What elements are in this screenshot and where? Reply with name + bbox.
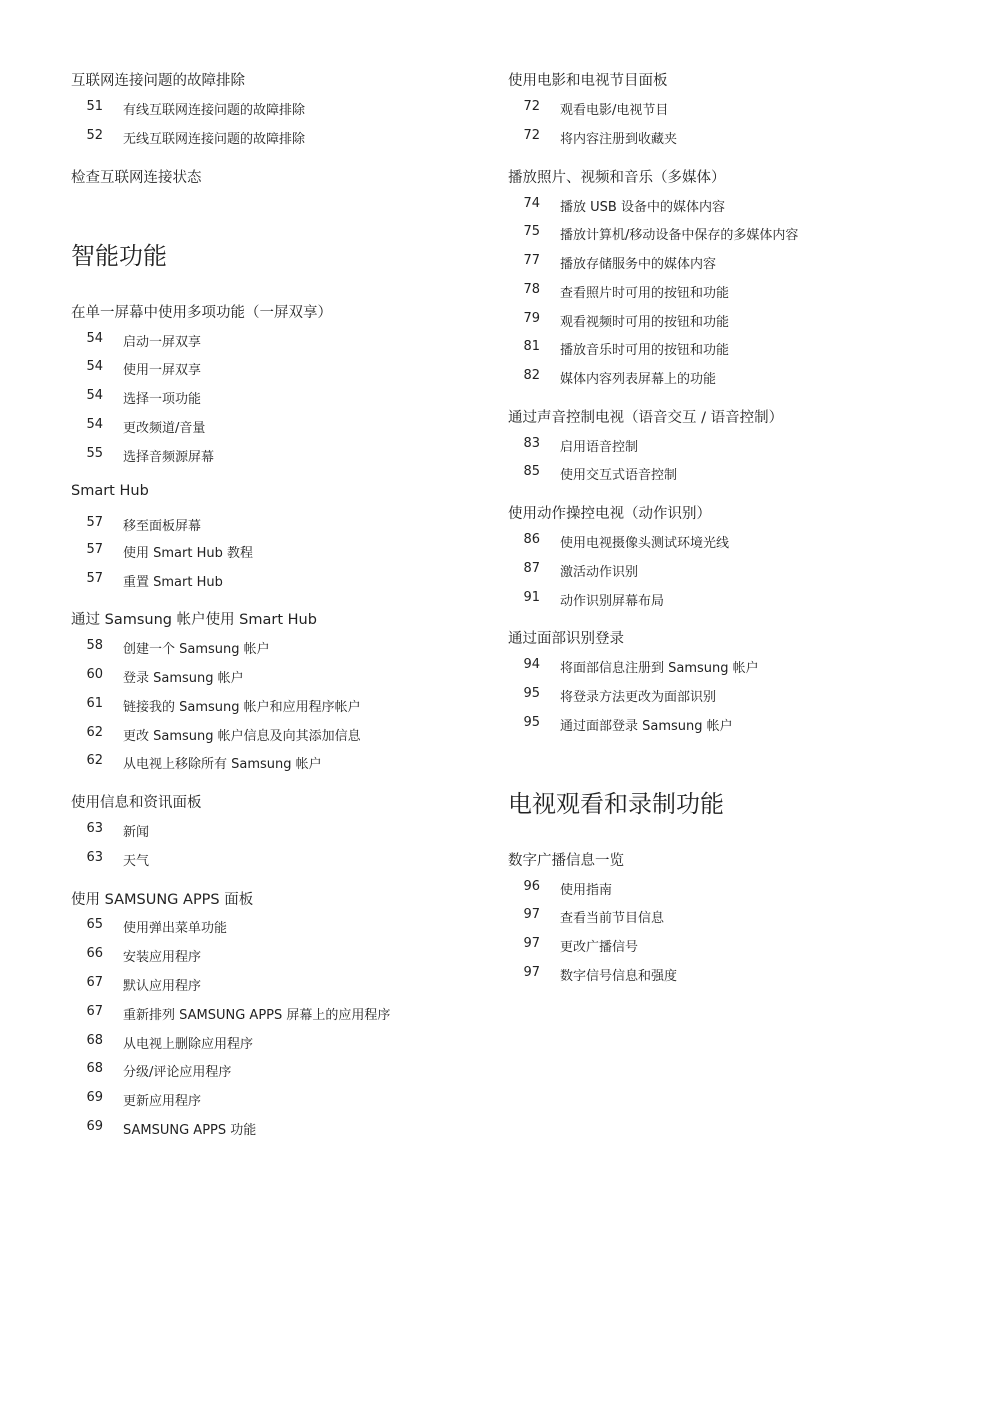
toc-entry[interactable]: 使用弹出菜单功能 [123, 921, 228, 936]
toc-page-number: 91 [523, 590, 540, 605]
toc-section-title[interactable]: 播放照片、视频和音乐（多媒体） [508, 170, 726, 186]
toc-page-number: 83 [523, 436, 540, 451]
toc-entry[interactable]: 将面部信息注册到 Samsung 帐户 [560, 661, 759, 676]
toc-section-title[interactable]: 互联网连接问题的故障排除 [71, 73, 245, 89]
toc-entry[interactable]: 播放 USB 设备中的媒体内容 [560, 200, 725, 215]
toc-entry[interactable]: 播放计算机/移动设备中保存的多媒体内容 [560, 228, 799, 243]
toc-entry[interactable]: 使用交互式语音控制 [560, 468, 678, 483]
toc-section-title[interactable]: 使用信息和资讯面板 [71, 795, 202, 811]
toc-page-number: 57 [86, 571, 103, 586]
toc-entry[interactable]: SAMSUNG APPS 功能 [123, 1123, 257, 1138]
toc-section-title[interactable]: 在单一屏幕中使用多项功能（一屏双享） [71, 305, 332, 321]
toc-page-number: 97 [523, 965, 540, 980]
toc-page-number: 62 [86, 725, 103, 740]
toc-entry[interactable]: 更改 Samsung 帐户信息及向其添加信息 [123, 729, 361, 744]
toc-page-number: 57 [86, 542, 103, 557]
toc-entry[interactable]: 激活动作识别 [560, 565, 639, 580]
toc-entry[interactable]: 链接我的 Samsung 帐户和应用程序帐户 [123, 700, 361, 715]
toc-page-number: 72 [523, 128, 540, 143]
toc-page-number: 87 [523, 561, 540, 576]
toc-entry[interactable]: 更改广播信号 [560, 940, 639, 955]
toc-entry[interactable]: 观看电影/电视节目 [560, 103, 669, 118]
toc-entry[interactable]: 更改频道/音量 [123, 421, 206, 436]
toc-entry[interactable]: 登录 Samsung 帐户 [123, 671, 244, 686]
toc-entry[interactable]: 默认应用程序 [123, 979, 202, 994]
toc-page-number: 82 [523, 368, 540, 383]
toc-page-number: 95 [523, 686, 540, 701]
toc-entry[interactable]: 播放存储服务中的媒体内容 [560, 257, 717, 272]
chapter-heading[interactable]: 智能功能 [71, 242, 167, 270]
toc-entry[interactable]: 播放音乐时可用的按钮和功能 [560, 343, 730, 358]
toc-entry[interactable]: 从电视上移除所有 Samsung 帐户 [123, 757, 322, 772]
toc-page-number: 68 [86, 1033, 103, 1048]
toc-page-number: 63 [86, 850, 103, 865]
toc-entry[interactable]: 创建一个 Samsung 帐户 [123, 642, 270, 657]
toc-page-number: 55 [86, 446, 103, 461]
toc-page-number: 81 [523, 339, 540, 354]
toc-entry[interactable]: 动作识别屏幕布局 [560, 594, 665, 609]
toc-page-number: 54 [86, 417, 103, 432]
toc-page-number: 51 [86, 99, 103, 114]
toc-page-number: 65 [86, 917, 103, 932]
toc-entry[interactable]: 查看照片时可用的按钮和功能 [560, 286, 730, 301]
toc-entry[interactable]: 使用 Smart Hub 教程 [123, 546, 253, 561]
toc-page-number: 79 [523, 311, 540, 326]
toc-page-number: 77 [523, 253, 540, 268]
toc-page-number: 78 [523, 282, 540, 297]
toc-entry[interactable]: 使用一屏双享 [123, 363, 202, 378]
toc-section-title[interactable]: Smart Hub [71, 483, 149, 499]
toc-entry[interactable]: 重新排列 SAMSUNG APPS 屏幕上的应用程序 [123, 1008, 391, 1023]
toc-entry[interactable]: 新闻 [123, 825, 150, 840]
toc-page-number: 68 [86, 1061, 103, 1076]
toc-page-number: 54 [86, 388, 103, 403]
toc-section-title[interactable]: 通过面部识别登录 [508, 631, 624, 647]
toc-entry[interactable]: 使用电视摄像头测试环境光线 [560, 536, 730, 551]
toc-page-number: 52 [86, 128, 103, 143]
toc-page-number: 97 [523, 936, 540, 951]
toc-entry[interactable]: 有线互联网连接问题的故障排除 [123, 103, 306, 118]
toc-page-number: 63 [86, 821, 103, 836]
toc-entry[interactable]: 更新应用程序 [123, 1094, 202, 1109]
toc-section-title[interactable]: 使用动作操控电视（动作识别） [508, 506, 711, 522]
toc-entry[interactable]: 从电视上删除应用程序 [123, 1037, 254, 1052]
toc-entry[interactable]: 无线互联网连接问题的故障排除 [123, 132, 306, 147]
toc-entry[interactable]: 将登录方法更改为面部识别 [560, 690, 717, 705]
toc-entry[interactable]: 使用指南 [560, 883, 613, 898]
toc-entry[interactable]: 移至面板屏幕 [123, 519, 202, 534]
toc-entry[interactable]: 通过面部登录 Samsung 帐户 [560, 719, 733, 734]
toc-page-number: 97 [523, 907, 540, 922]
toc-page-number: 95 [523, 715, 540, 730]
toc-page-number: 75 [523, 224, 540, 239]
toc-section-title[interactable]: 通过 Samsung 帐户使用 Smart Hub [71, 612, 317, 628]
toc-section-title[interactable]: 通过声音控制电视（语音交互 / 语音控制） [508, 410, 784, 426]
toc-section-title[interactable]: 使用 SAMSUNG APPS 面板 [71, 892, 254, 908]
toc-page-number: 54 [86, 331, 103, 346]
toc-page-number: 54 [86, 359, 103, 374]
toc-page-number: 58 [86, 638, 103, 653]
toc-entry[interactable]: 分级/评论应用程序 [123, 1065, 232, 1080]
toc-entry[interactable]: 观看视频时可用的按钮和功能 [560, 315, 730, 330]
toc-page-number: 67 [86, 975, 103, 990]
toc-entry[interactable]: 启用语音控制 [560, 440, 639, 455]
toc-page-number: 62 [86, 753, 103, 768]
toc-page-number: 61 [86, 696, 103, 711]
toc-page-number: 66 [86, 946, 103, 961]
toc-section-title[interactable]: 使用电影和电视节目面板 [508, 73, 668, 89]
toc-page-number: 69 [86, 1090, 103, 1105]
toc-section-title[interactable]: 检查互联网连接状态 [71, 170, 202, 186]
toc-entry[interactable]: 安装应用程序 [123, 950, 202, 965]
toc-entry[interactable]: 数字信号信息和强度 [560, 969, 678, 984]
toc-entry[interactable]: 选择一项功能 [123, 392, 202, 407]
toc-page-number: 60 [86, 667, 103, 682]
chapter-heading[interactable]: 电视观看和录制功能 [508, 790, 724, 818]
toc-page-number: 69 [86, 1119, 103, 1134]
toc-section-title[interactable]: 数字广播信息一览 [508, 853, 624, 869]
toc-page-number: 85 [523, 464, 540, 479]
toc-page-number: 57 [86, 515, 103, 530]
toc-page-number: 96 [523, 879, 540, 894]
toc-entry[interactable]: 选择音频源屏幕 [123, 450, 215, 465]
toc-page-number: 86 [523, 532, 540, 547]
toc-page-number: 72 [523, 99, 540, 114]
toc-entry[interactable]: 重置 Smart Hub [123, 575, 223, 590]
toc-page-number: 94 [523, 657, 540, 672]
toc-entry[interactable]: 天气 [123, 854, 150, 869]
toc-entry[interactable]: 媒体内容列表屏幕上的功能 [560, 372, 717, 387]
toc-entry[interactable]: 查看当前节目信息 [560, 911, 665, 926]
toc-page-number: 74 [523, 196, 540, 211]
toc-entry[interactable]: 启动一屏双享 [123, 335, 202, 350]
toc-page-number: 67 [86, 1004, 103, 1019]
toc-entry[interactable]: 将内容注册到收藏夹 [560, 132, 678, 147]
